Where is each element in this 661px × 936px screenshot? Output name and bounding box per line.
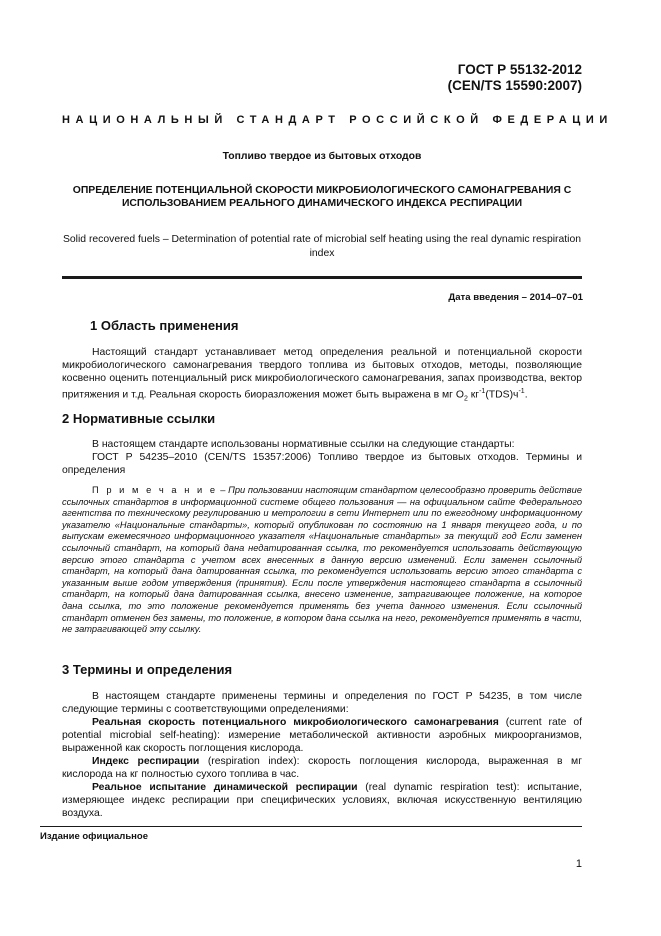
page-number: 1 <box>575 858 582 870</box>
document-title: ОПРЕДЕЛЕНИЕ ПОТЕНЦИАЛЬНОЙ СКОРОСТИ МИКРОБИОЛОГИЧЕСКОГО САМОНАГРЕВАНИЯ С ИСПОЛЬЗОВАНИЕМ РЕАЛЬНОГО ДИНАМИЧЕСКОГО ИНДЕКСА РЕСПИРАЦИИ <box>72 185 572 209</box>
english-title: Solid recovered fuels – Determination of potential rate of microbial self heating using the real dynamic respiration index <box>62 234 582 259</box>
term-3 <box>62 781 582 820</box>
introduction-date: Дата введения – 2014–07–01 <box>448 292 583 303</box>
national-standard-banner: НАЦИОНАЛЬНЫЙ СТАНДАРТ РОССИЙСКОЙ ФЕДЕРАЦИИ <box>62 114 613 126</box>
section-3-intro: В настоящем стандарте применены термины и определения по ГОСТ Р 54235, в том числе следующие термины с соответствующими определениями: <box>62 691 582 715</box>
gost-code-block <box>360 62 582 94</box>
subscript-2: 2 <box>463 395 468 403</box>
term-3-name: Реальное испытание динамической респирации <box>92 782 358 793</box>
superscript-minus-one-b: -1 <box>518 388 525 395</box>
term-2-definition: (respiration index): скорость поглощения кислорода, выраженная в мг кислорода на кг полностью сухого топлива в час. <box>62 756 582 780</box>
section-2-note <box>62 485 582 636</box>
footer-divider <box>40 826 582 827</box>
section-3-heading: 3 Термины и определения <box>62 662 233 677</box>
unit-tds-hour: (TDS)ч <box>485 389 519 401</box>
section-2-heading: 2 Нормативные ссылки <box>62 411 216 426</box>
term-2 <box>62 755 582 781</box>
section-1-heading: 1 Область применения <box>90 318 239 333</box>
note-dash: – <box>217 485 229 495</box>
section-1-text: Настоящий стандарт устанавливает метод определения реальной и потенциальной скорости микробиологического самонагревания твердого топлива из бытовых отходов, методы, позволяющие косвенно оценить потенциальный риск микробиологического самонагревания, запах производства, вектор притяжения и т.д. Реальная скорость биоразложения может быть выражена в мг O <box>62 347 582 401</box>
official-edition-label: Издание официальное <box>40 831 148 842</box>
section-1-paragraph <box>62 346 582 406</box>
term-1-definition: (current rate of potential microbial self-heating): измерение метаболической активности аэробных микроорганизмов, выраженной как скорость поглощения кислорода. <box>62 717 583 754</box>
section-2-reference: ГОСТ Р 54235–2010 (CEN/TS 15357:2006) Топливо твердое из бытовых отходов. Термины и определения <box>62 452 582 476</box>
term-1 <box>62 716 582 755</box>
gost-equivalent: (CEN/TS 15590:2007) <box>447 78 582 93</box>
superscript-minus-one: -1 <box>479 388 486 395</box>
title-divider <box>62 276 582 279</box>
note-text: При пользовании настоящим стандартом целесообразно проверить действие ссылочных стандартов в информационной системе общего пользования — на официальном сайте Федерального агентства по техническому регулированию и метрологии в сети Интернет или по ежегодному информационному указателю «Национальные стандарты», который опубликован по состоянию на 1 января текущего года, и по выпускам ежемесячного информационного указателя «Национальные стандарты» за текущий год Если заменен ссылочный стандарт, на который дана недатированная ссылка, то рекомендуется использовать действующую версию этого стандарта с учетом всех внесенных в данную версию изменений. Если заменен ссылочный стандарт, на который дана датированная ссылка, то рекомендуется использовать версию этого стандарта с указанным выше годом утверждения (принятия). Если после утверждения настоящего стандарта в ссылочный стандарт, на который дана датированная ссылка, внесено изменение, затрагивающее положение, на которое дана ссылка, то это положение рекомендуется применять без учета данного изменения. Если ссылочный стандарт отменен без замены, то положение, в котором дана ссылка на него, рекомендуется применять в части, не затрагивающей эту ссылку. <box>62 485 582 635</box>
document-subject: Топливо твердое из бытовых отходов <box>222 151 422 162</box>
unit-kg: кг <box>467 389 480 401</box>
term-2-name: Индекс респирации <box>92 756 200 767</box>
section-1-end: . <box>524 389 528 401</box>
note-label: П р и м е ч а н и е <box>92 485 218 495</box>
section-2-intro: В настоящем стандарте использованы нормативные ссылки на следующие стандарты: <box>92 439 515 450</box>
term-1-name: Реальная скорость потенциального микробиологического самонагревания <box>92 717 499 728</box>
gost-number: ГОСТ Р 55132-2012 <box>457 62 582 77</box>
term-3-definition: (real dynamic respiration test): испытание, измеряющее индекс респирации при специфических условиях, включая искусственную вентиляцию воздуха. <box>62 782 582 819</box>
